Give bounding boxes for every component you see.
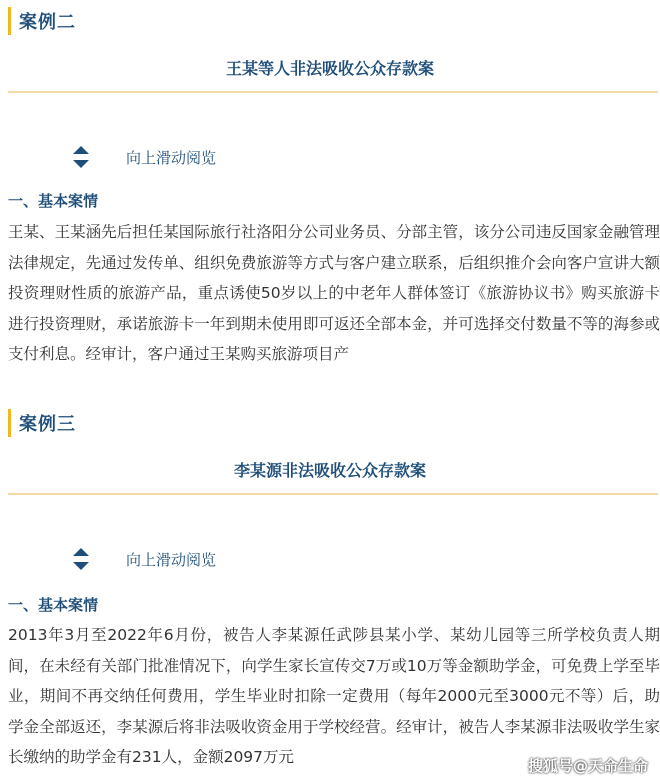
case3-divider — [8, 493, 658, 495]
case3-scroll-text: 向上滑动阅览 — [126, 550, 217, 569]
up-down-arrows-icon — [72, 548, 90, 570]
case3-accent-bar — [8, 409, 11, 437]
up-down-arrows-icon — [72, 146, 90, 168]
case3-section-heading: 一、基本案情 — [8, 596, 99, 614]
watermark: 搜狐号@天命生命 — [527, 757, 648, 775]
case3-scroll-hint[interactable] — [72, 548, 216, 570]
case3-label: 案例三 — [19, 414, 76, 435]
case2-accent-bar — [8, 7, 11, 35]
case2-scroll-hint[interactable] — [72, 146, 216, 168]
case3-title: 李某源非法吸收公众存款案 — [233, 461, 426, 480]
case2-divider — [8, 91, 658, 93]
case2-section-heading: 一、基本案情 — [8, 192, 99, 210]
case2-label: 案例二 — [19, 12, 76, 33]
case2-scroll-text: 向上滑动阅览 — [126, 148, 217, 167]
case3-header — [8, 408, 76, 438]
case3-paragraph: 2013年3月至2022年6月份，被告人李某源任武陟县某小学、某幼儿园等三所学校负责人期间，在未经有关部门批准情况下，向学生家长宣传交7万或10万等金额助学金，可免费上学至毕业，期间不再交纳任何费用，学生毕业时扣除一定费用（每年2000元至3000元不等）后，助学金全部返还，李某源后将非法吸收资金用于学校经营。经审计，被告人李某源非法吸收学生家长缴纳的助学金有231人，金额2097万元 — [8, 626, 660, 766]
case2-header — [8, 6, 76, 36]
case2-paragraph: 王某、王某涵先后担任某国际旅行社洛阳分公司业务员、分部主管，该分公司违反国家金融管理法律规定，先通过发传单、组织免费旅游等方式与客户建立联系，后组织推介会向客户宣讲大额投资理财性质的旅游产品，重点诱使50岁以上的中老年人群体签订《旅游协议书》购买旅游卡进行投资理财，承诺旅游卡一年到期未使用即可返还全部本金，并可选择交付数量不等的海参或支付利息。经审计，客户通过王某购买旅游项目产 — [8, 223, 660, 363]
case2-title: 王某等人非法吸收公众存款案 — [225, 59, 434, 78]
